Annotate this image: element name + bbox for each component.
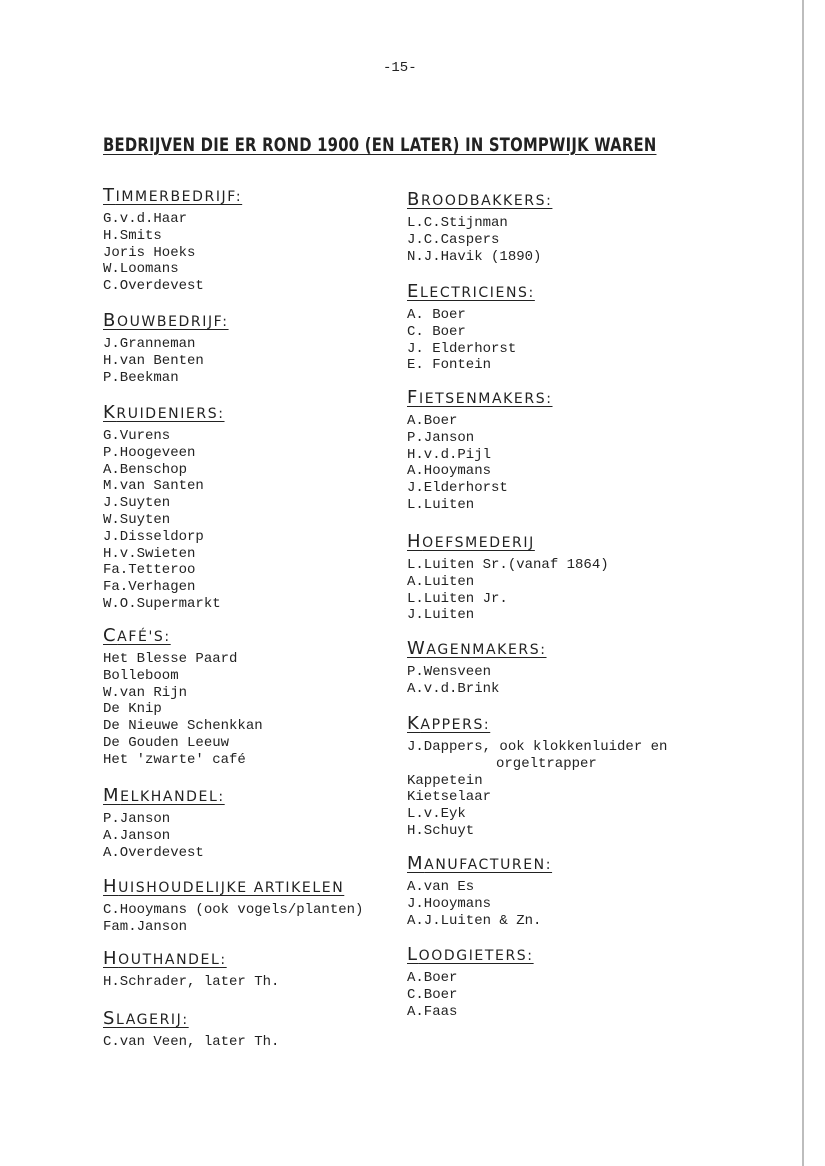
section-heading: HUISHOUDELIJKE ARTIKELEN xyxy=(103,876,345,897)
list-item: C.Boer xyxy=(407,986,458,1003)
section-heading: BROODBAKKERS: xyxy=(407,189,553,210)
list-item: Bolleboom xyxy=(103,667,179,684)
section-kruideniers xyxy=(103,402,225,613)
page-title: BEDRIJVEN DIE ER ROND 1900 (EN LATER) IN STOMPWIJK WAREN xyxy=(103,134,657,156)
list-item: P.Janson xyxy=(407,429,475,446)
section-heading: MELKHANDEL: xyxy=(103,785,225,806)
list-item: L.Luiten Sr.(vanaf 1864) xyxy=(407,557,609,573)
list-item: W.O.Supermarkt xyxy=(103,595,221,612)
section-heading: WAGENMAKERS: xyxy=(407,638,547,659)
list-item: A.Luiten xyxy=(407,573,475,590)
list-item: W.Suyten xyxy=(103,511,171,528)
section-heading: HOUTHANDEL: xyxy=(103,948,227,969)
section-heading: KAPPERS: xyxy=(407,713,491,734)
list-item: H.Smits xyxy=(103,227,162,244)
list-item: Het 'zwarte' café xyxy=(103,751,246,768)
list-item: L.Luiten xyxy=(407,496,475,513)
section-caf-s xyxy=(103,625,263,769)
list-item: A.Boer xyxy=(407,970,458,986)
section-heading: MANUFACTUREN: xyxy=(407,853,553,874)
section-melkhandel xyxy=(103,785,225,861)
section-heading: LOODGIETERS: xyxy=(407,944,534,965)
list-item: A.van Es xyxy=(407,879,475,895)
section-heading: BOUWBEDRIJF: xyxy=(103,310,229,331)
list-item: A. Boer xyxy=(407,307,466,323)
list-item: H.v.d.Pijl xyxy=(407,446,492,463)
list-item: J.Hooymans xyxy=(407,895,492,912)
list-item: P.Janson xyxy=(103,811,171,827)
list-item: W.van Rijn xyxy=(103,684,188,701)
list-item: De Nieuwe Schenkkan xyxy=(103,718,263,735)
list-item: A.Hooymans xyxy=(407,463,492,480)
section-heading: ELECTRICIENS: xyxy=(407,281,535,302)
section-broodbakkers xyxy=(407,189,672,265)
section-slagerij xyxy=(103,1008,279,1051)
section-heading: HOEFSMEDERIJ xyxy=(407,531,535,552)
list-item: L.v.Eyk xyxy=(407,806,466,823)
list-item: G.v.d.Haar xyxy=(103,211,188,227)
list-item: J.Elderhorst xyxy=(407,480,508,497)
list-item: H.v.Swieten xyxy=(103,545,196,562)
list-item: A.v.d.Brink xyxy=(407,680,500,697)
section-hoefsmederij xyxy=(407,531,672,624)
list-item: Kietselaar xyxy=(407,789,492,806)
list-item: C.Hooymans (ook vogels/planten) xyxy=(103,902,364,918)
list-item: De Knip xyxy=(103,701,162,718)
section-heading: CAFÉ'S: xyxy=(103,625,171,646)
list-item: P.Hoogeveen xyxy=(103,444,196,461)
list-item: Fam.Janson xyxy=(103,918,188,935)
list-item: Kappetein xyxy=(407,772,483,789)
section-manufacturen xyxy=(407,853,672,929)
list-item: H.Schrader, later Th. xyxy=(103,974,280,990)
section-bouwbedrijf xyxy=(103,310,229,386)
list-item: C.van Veen, later Th. xyxy=(103,1034,280,1050)
list-item: P.Beekman xyxy=(103,369,179,386)
list-item: J.C.Caspers xyxy=(407,231,500,248)
section-heading: SLAGERIJ: xyxy=(103,1008,189,1029)
list-item: J.Granneman xyxy=(103,336,196,352)
list-item: Fa.Verhagen xyxy=(103,579,196,596)
list-item: A.J.Luiten & Zn. xyxy=(407,912,542,929)
list-item: G.Vurens xyxy=(103,428,171,444)
list-item: L.Luiten Jr. xyxy=(407,590,508,607)
list-item: Fa.Tetteroo xyxy=(103,562,196,579)
section-wagenmakers xyxy=(407,638,672,698)
section-huishoudelijke-artikelen xyxy=(103,876,363,936)
section-electriciens xyxy=(407,281,672,374)
section-heading: FIETSENMAKERS: xyxy=(407,387,553,408)
list-item: M.van Santen xyxy=(103,478,204,495)
list-item: A.Boer xyxy=(407,413,458,429)
section-heading: KRUIDENIERS: xyxy=(103,402,225,423)
list-item: J. Elderhorst xyxy=(407,340,517,357)
list-item: Joris Hoeks xyxy=(103,244,196,261)
section-houthandel xyxy=(103,948,279,991)
list-item: J.Dappers, ook klokkenluider en orgeltrapper xyxy=(407,739,668,772)
list-item: J.Disseldorp xyxy=(103,528,204,545)
list-item: J.Luiten xyxy=(407,607,475,624)
list-item: H.van Benten xyxy=(103,352,204,369)
list-item: C. Boer xyxy=(407,323,466,340)
list-item: A.Faas xyxy=(407,1003,458,1020)
list-item: E. Fontein xyxy=(407,357,492,374)
list-item: De Gouden Leeuw xyxy=(103,734,230,751)
list-item: A.Janson xyxy=(103,827,171,844)
list-item: P.Wensveen xyxy=(407,664,492,680)
section-timmerbedrijf xyxy=(103,185,242,295)
section-heading: TIMMERBEDRIJF: xyxy=(103,185,243,206)
section-kappers xyxy=(407,713,672,840)
list-item: A.Benschop xyxy=(103,461,188,478)
list-item: A.Overdevest xyxy=(103,844,204,861)
list-item: N.J.Havik (1890) xyxy=(407,248,542,265)
section-fietsenmakers xyxy=(407,387,672,514)
list-item: Het Blesse Paard xyxy=(103,651,238,667)
list-item: J.Suyten xyxy=(103,495,171,512)
list-item: L.C.Stijnman xyxy=(407,215,508,231)
list-item: C.Overdevest xyxy=(103,278,204,295)
page-number: -15- xyxy=(383,60,417,76)
page-edge xyxy=(802,0,804,1166)
list-item: W.Loomans xyxy=(103,261,179,278)
list-item: H.Schuyt xyxy=(407,822,475,839)
section-loodgieters xyxy=(407,944,672,1020)
